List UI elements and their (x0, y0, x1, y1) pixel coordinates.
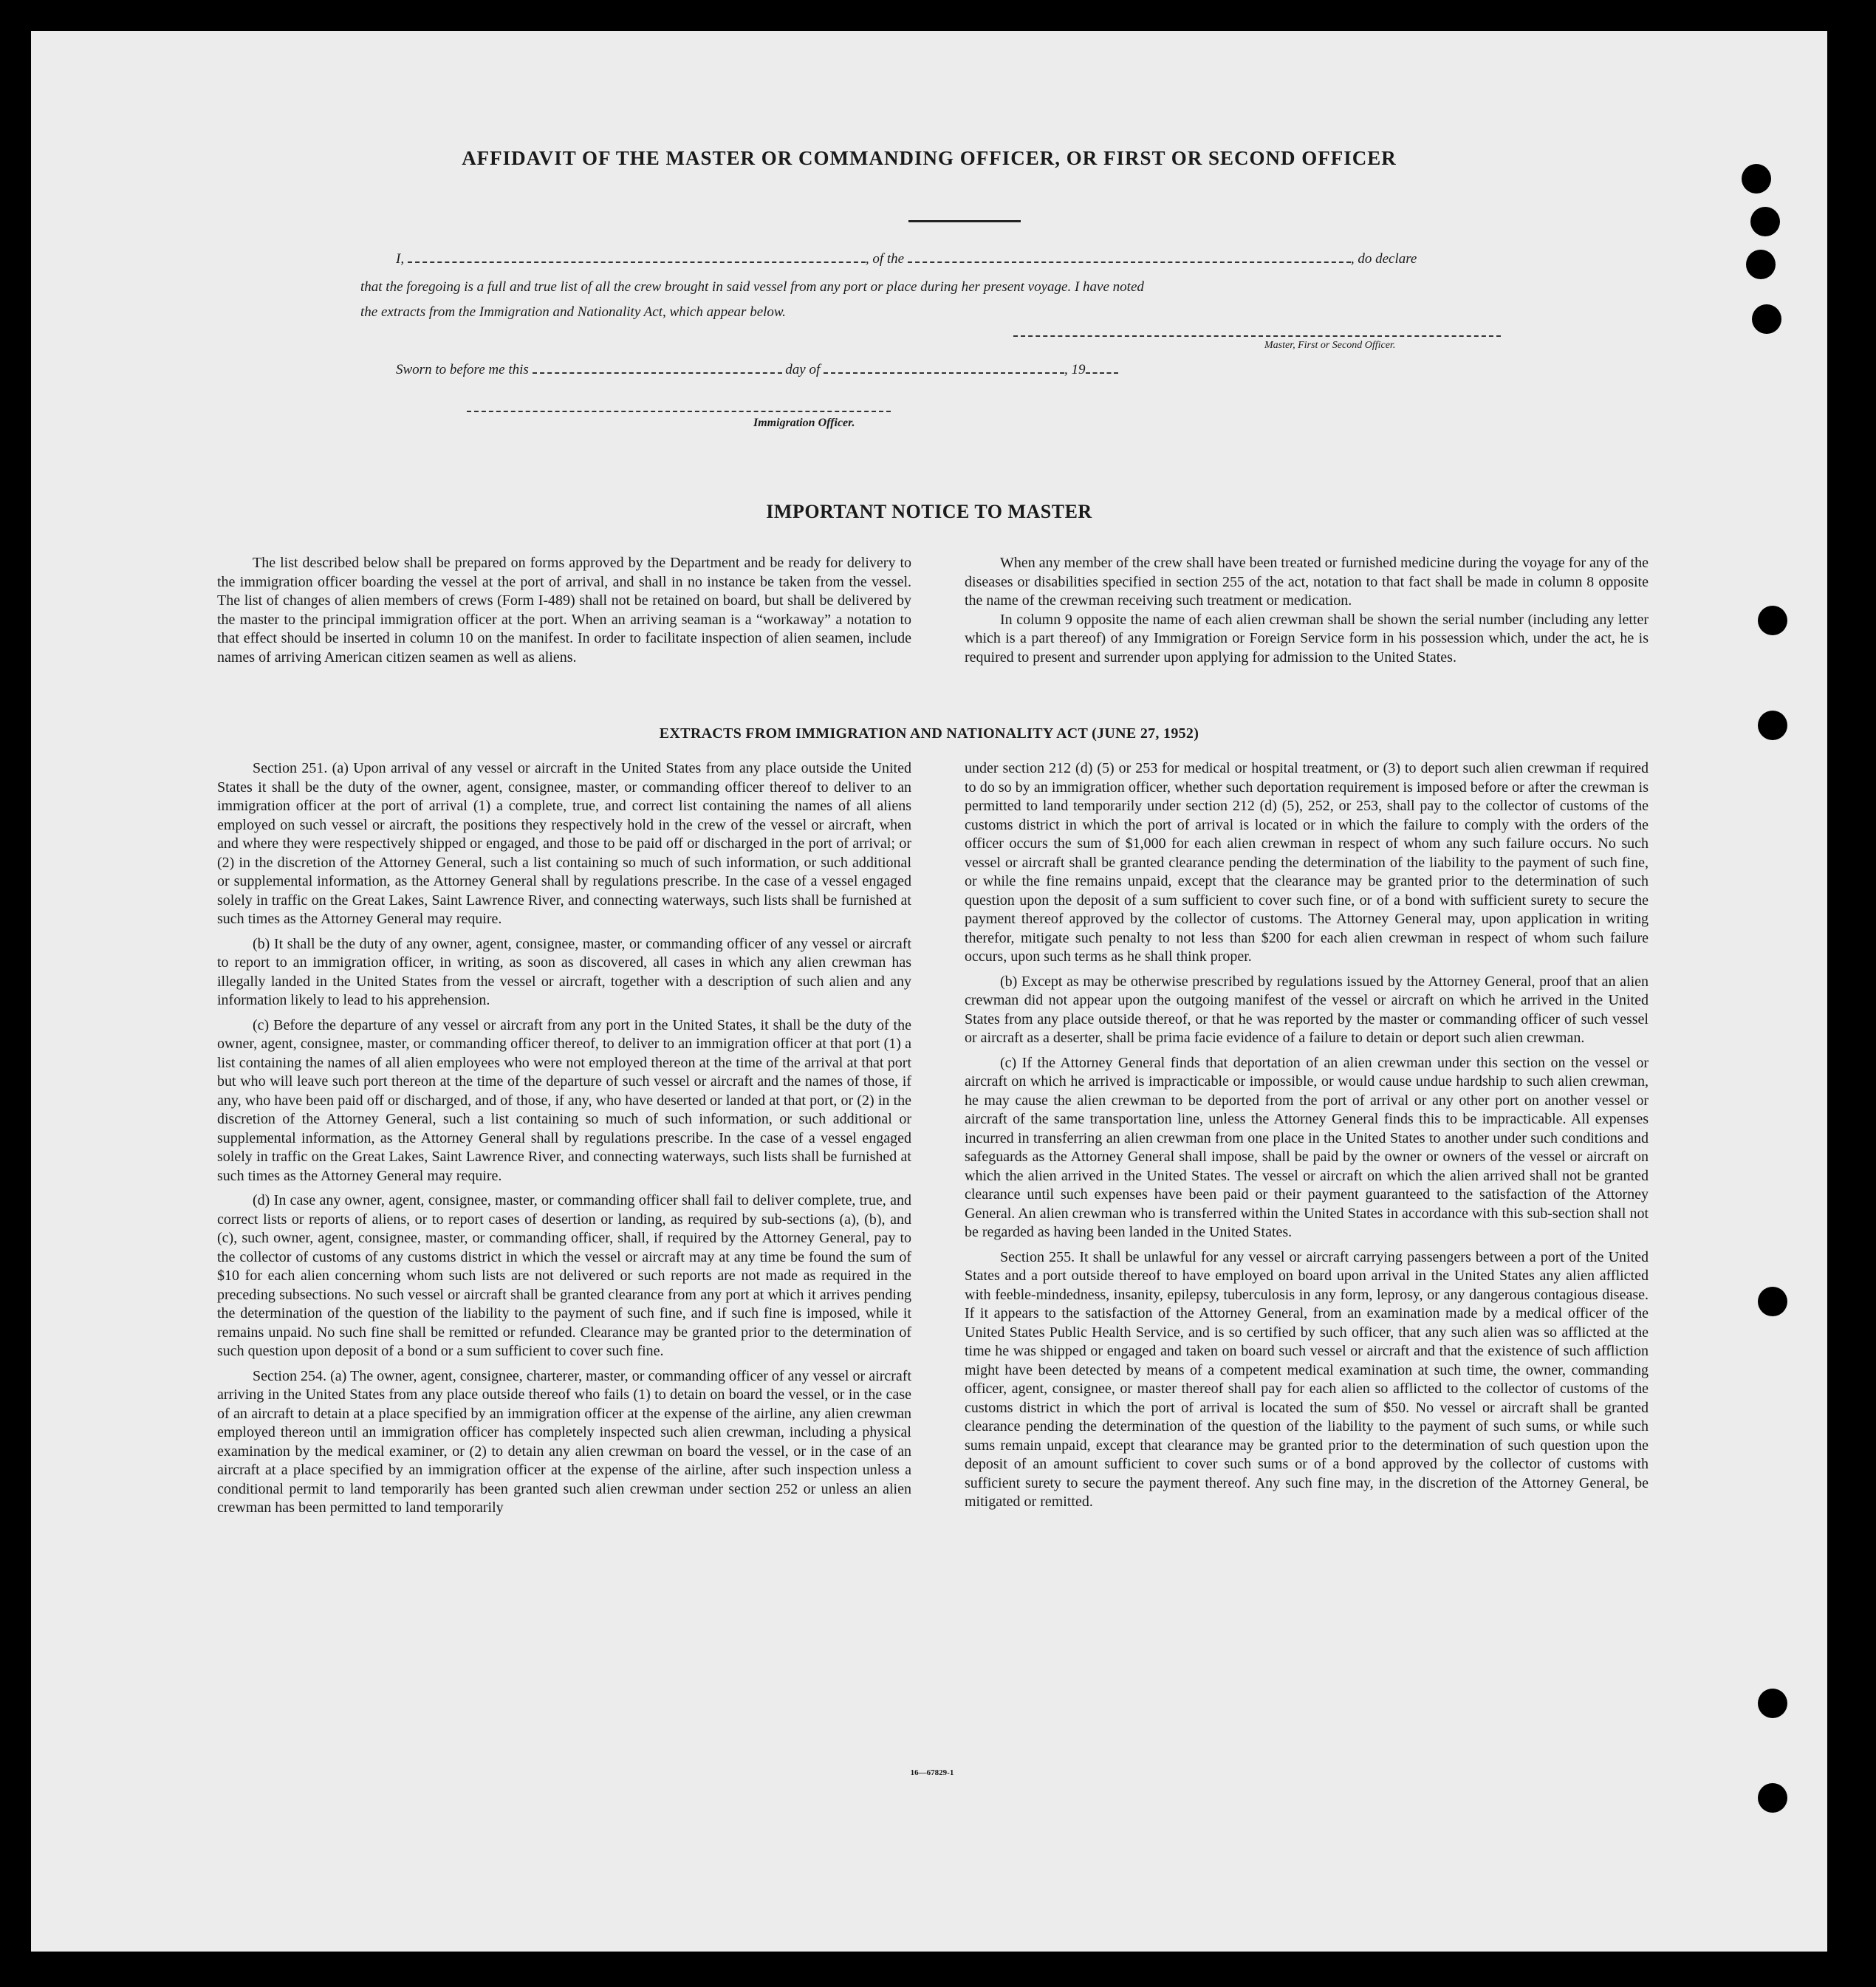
sworn-line (396, 362, 1118, 378)
affidavit-line-1 (396, 251, 1533, 267)
notice-right-column (965, 554, 1649, 667)
of-the-label: , of the (865, 251, 905, 267)
notice-left-paragraph: The list described below shall be prepared on forms approved by the Department and be ready for delivery to the immigration officer boarding the vessel at the port of arrival, and shall in no instance be taken from the vessel. The list of changes of alien members of crews (Form I-489) shall not be retained on board, but shall be delivered by the master to the principal immigration officer at the port. When an arriving seaman is a “workaway” a notation to that effect should be inserted in column 10 on the manifest. In order to facilitate inspection of alien seamen, include names of arriving American citizen seamen as well as aliens. (217, 555, 911, 666)
year-label: , 19 (1064, 362, 1086, 377)
punch-hole (1750, 207, 1780, 236)
affidavit-line-2: that the foregoing is a full and true list of all the crew brought in said vessel from any port or place during her present voyage. I have noted (360, 279, 1144, 295)
section-255: Section 255. It shall be unlawful for any vessel or aircraft carrying passengers between a port of the United States and a port outside thereof to have employed on board upon arrival in the United States any alien afflicted with feeble-mindedness, insanity, epilepsy, tuberculosis in any form, leprosy, or any dangerous contagious disease. If it appears to the satisfaction of the Attorney General, from an examination made by a medical officer of the United States Public Health Service, and is so certified by such officer, that any such alien was so afflicted at the time he was shipped or engaged and taken on board such vessel or aircraft and that the existence of such affliction might have been detected by means of a competent medical examination at such time, the owner, commanding officer, agent, consignee, or master thereof shall pay for each alien so afflicted to the collector of customs of the customs district in which the port of arrival is located the sum of $50. No vessel or aircraft shall be granted clearance pending the determination of the question of the liability to the payment of such sums, or while such sums remain unpaid, except that clearance may be granted prior to the determination of such question upon the deposit of an amount sufficient to cover such sums or of a bond approved by the collector of customs with sufficient surety to secure the payment thereof. Any such fine may, in the discretion of the Attorney General, be mitigated or remitted. (965, 1248, 1649, 1510)
vessel-blank[interactable] (908, 261, 1351, 263)
section-254-a: Section 254. (a) The owner, agent, consignee, charterer, master, or commanding officer of any vessel or aircraft arriving in the United States from any place outside thereof who fails (1) to detain on board the vessel, or in the case of an aircraft to detain at a place specified by an immigration officer at the expense of the airline, any alien crewman employed thereon until an immigration officer has completely inspected such alien crewman, including a physical examination by the medical examiner, or (2) to detain any alien crewman on board the vessel, or in the case of an aircraft at a place specified by an immigration officer at the expense of the airline, after such inspection unless a conditional permit to land temporarily has been granted such alien crewman under section 252 or unless an alien crewman has been permitted to land temporarily (217, 1367, 911, 1516)
do-declare-label: , do declare (1350, 251, 1417, 267)
punch-hole (1758, 1287, 1787, 1316)
master-signature-line[interactable] (1013, 335, 1501, 337)
punch-hole (1758, 1689, 1787, 1718)
section-251-c: (c) Before the departure of any vessel or aircraft from any port in the United States, it shall be the duty of the owner, agent, consignee, master, or commanding officer thereof, to deliver to an immigration officer at that port (1) a list containing the names of all alien employees who were not employed thereon at the time of the arrival at that port but who will leave such port thereon at the time of the departure of such vessel or aircraft and the names of those, if any, who have been paid off or discharged, and of those, if any, who have deserted or landed at that port, or (2) in the discretion of the Attorney General, such a list containing so much of such information, or such additional or supplemental information, as the Attorney General shall by regulations prescribe. In the case of a vessel engaged solely in traffic on the Great Lakes, Saint Lawrence River, and connecting waterways, such lists shall be furnished at such times as the Attorney General may require. (217, 1016, 911, 1184)
section-254-c: (c) If the Attorney General finds that deportation of an alien crewman under this section on the vessel or aircraft on which he arrived is impracticable or impossible, or would cause undue hardship to such alien crewman, he may cause the alien crewman to be deported from the port of arrival or any other port on another vessel or aircraft of the same transportation line, unless the Attorney General finds this to be impracticable. All expenses incurred in transferring an alien crewman from one place in the United States to another under such conditions and safeguards as the Attorney General shall impose, shall be paid by the owner or owners of the vessel or aircraft on which the alien arrived in the United States. The vessel or aircraft on which the alien arrived shall not be granted clearance until such expenses have been paid or their payment guaranteed to the satisfaction of the Attorney General. An alien crewman who is transferred within the United States in accordance with this sub-section shall not be regarded as having been landed in the United States. (965, 1054, 1649, 1240)
master-signature-label: Master, First or Second Officer. (1264, 340, 1396, 351)
sworn-month-blank[interactable] (824, 372, 1064, 374)
punch-hole (1758, 1783, 1787, 1813)
section-251-a: Section 251. (a) Upon arrival of any vessel or aircraft in the United States from any place outside the United States it shall be the duty of the owner, agent, consignee, master, or commanding officer thereof to deliver to an immigration officer at the port of arrival (1) a complete, true, and correct list containing the names of all aliens employed on such vessel or aircraft, the positions they respectively hold in the crew of the vessel or aircraft, when and where they were respectively shipped or engaged, and those to be paid off or discharged in the port of arrival; or (2) in the discretion of the Attorney General, such a list containing so much of such information, or such additional or supplemental information, as the Attorney General shall by regulations prescribe. In the case of a vessel engaged solely in traffic on the Great Lakes, Saint Lawrence River, and connecting waterways, such lists shall be furnished at such times as the Attorney General may require. (217, 760, 911, 927)
extracts-right-column (965, 759, 1649, 1512)
notice-title: IMPORTANT NOTICE TO MASTER (766, 501, 1092, 522)
affidavit-title: AFFIDAVIT OF THE MASTER OR COMMANDING OFFICER, OR FIRST OR SECOND OFFICER (462, 147, 1397, 169)
extracts-left-column (217, 759, 911, 1518)
notice-right-paragraph-1: When any member of the crew shall have been treated or furnished medicine during the voyage for any of the diseases or disabilities specified in section 255 of the act, notation to that fact shall be made in column 8 opposite the name of the crewman receiving such treatment or medication. (965, 555, 1649, 609)
name-blank[interactable] (408, 261, 866, 263)
sworn-day-blank[interactable] (533, 372, 782, 374)
notice-left-column (217, 554, 911, 667)
officer-signature-line[interactable] (467, 411, 891, 412)
punch-hole (1758, 711, 1787, 740)
section-251-b: (b) It shall be the duty of any owner, agent, consignee, master, or commanding officer of any vessel or aircraft to report to an immigration officer, in writing, as soon as discovered, all cases in which any alien crewman has illegally landed in the United States from the vessel or aircraft, together with a description of such alien and any information likely to lead to his apprehension. (217, 935, 911, 1008)
punch-hole (1752, 304, 1781, 334)
notice-right-paragraph-2: In column 9 opposite the name of each alien crewman shall be shown the serial number (including any letter which is a part thereof) of any Immigration or Foreign Service form in his possession which, under the act, he is required to present and surrender upon applying for admission to the United States. (965, 611, 1649, 666)
form-code: 16—67829-1 (910, 1768, 954, 1777)
section-254-a-continued: under section 212 (d) (5) or 253 for medical or hospital treatment, or (3) to deport such alien crewman if required to do so by an immigration officer, whether such deportation requirement is imposed before or after the crewman is permitted to land temporarily under section 212 (d) (5), 252, or 253, shall pay to the collector of customs of the customs district in which the port of arrival is located or in which the failure to comply with the orders of the officer occurs the sum of $1,000 for each alien crewman in respect of whom any such failure occurs. No such vessel or aircraft shall be granted clearance pending the determination of the liability to the payment of such fine, or while the fine remains unpaid, except that the clearance may be granted prior to the determination of such question upon the deposit of a sum sufficient to cover such fine, or of a bond with sufficient surety to secure the payment thereof approved by the collector of customs. The Attorney General may, upon application in writing therefor, mitigate such penalty to not less than $200 for each alien crewman in respect of whom such failure occurs, upon such terms as he shall think proper. (965, 760, 1649, 965)
sworn-year-blank[interactable] (1086, 372, 1118, 374)
punch-hole (1746, 250, 1776, 279)
punch-hole (1758, 606, 1787, 635)
day-of-label: day of (785, 362, 821, 377)
section-254-b: (b) Except as may be otherwise prescribed by regulations issued by the Attorney General, proof that an alien crewman did not appear upon the outgoing manifest of the vessel or aircraft on which he arrived in the United States from any place outside thereof, or that he was reported by the master or commanding officer of such vessel or aircraft as a deserter, shall be prima facie evidence of a failure to detain or deport such alien crewman. (965, 973, 1649, 1046)
affidavit-line-3: the extracts from the Immigration and Nationality Act, which appear below. (360, 304, 786, 320)
title-underline (908, 220, 1021, 222)
punch-hole (1742, 164, 1771, 194)
section-251-d: (d) In case any owner, agent, consignee, master, or commanding officer shall fail to deliver complete, true, and correct lists or reports of aliens, or to report cases of desertion or landing, as required by sub-sections (a), (b), and (c), such owner, agent, consignee, master, or commanding officer, shall, if required by the Attorney General, pay to the collector of customs of any customs district in which the vessel or aircraft may at any time be found the sum of $10 for each alien concerning whom such lists are not delivered or such reports are not made as required in the preceding subsections. No such vessel or aircraft shall be granted clearance from any port at which it arrives pending the determination of the question of the liability to the payment of such fine, and if such fine is imposed, while it remains unpaid. No such fine shall be remitted or refunded. Clearance may be granted prior to the determination of such question upon deposit of a bond or a sum sufficient to cover such fine. (217, 1192, 911, 1359)
officer-signature-label: Immigration Officer. (753, 417, 855, 429)
affidavit-i: I, (396, 251, 405, 267)
sworn-label: Sworn to before me this (396, 362, 529, 377)
extracts-title: EXTRACTS FROM IMMIGRATION AND NATIONALITY ACT (JUNE 27, 1952) (659, 725, 1199, 742)
document-page (31, 31, 1827, 1952)
